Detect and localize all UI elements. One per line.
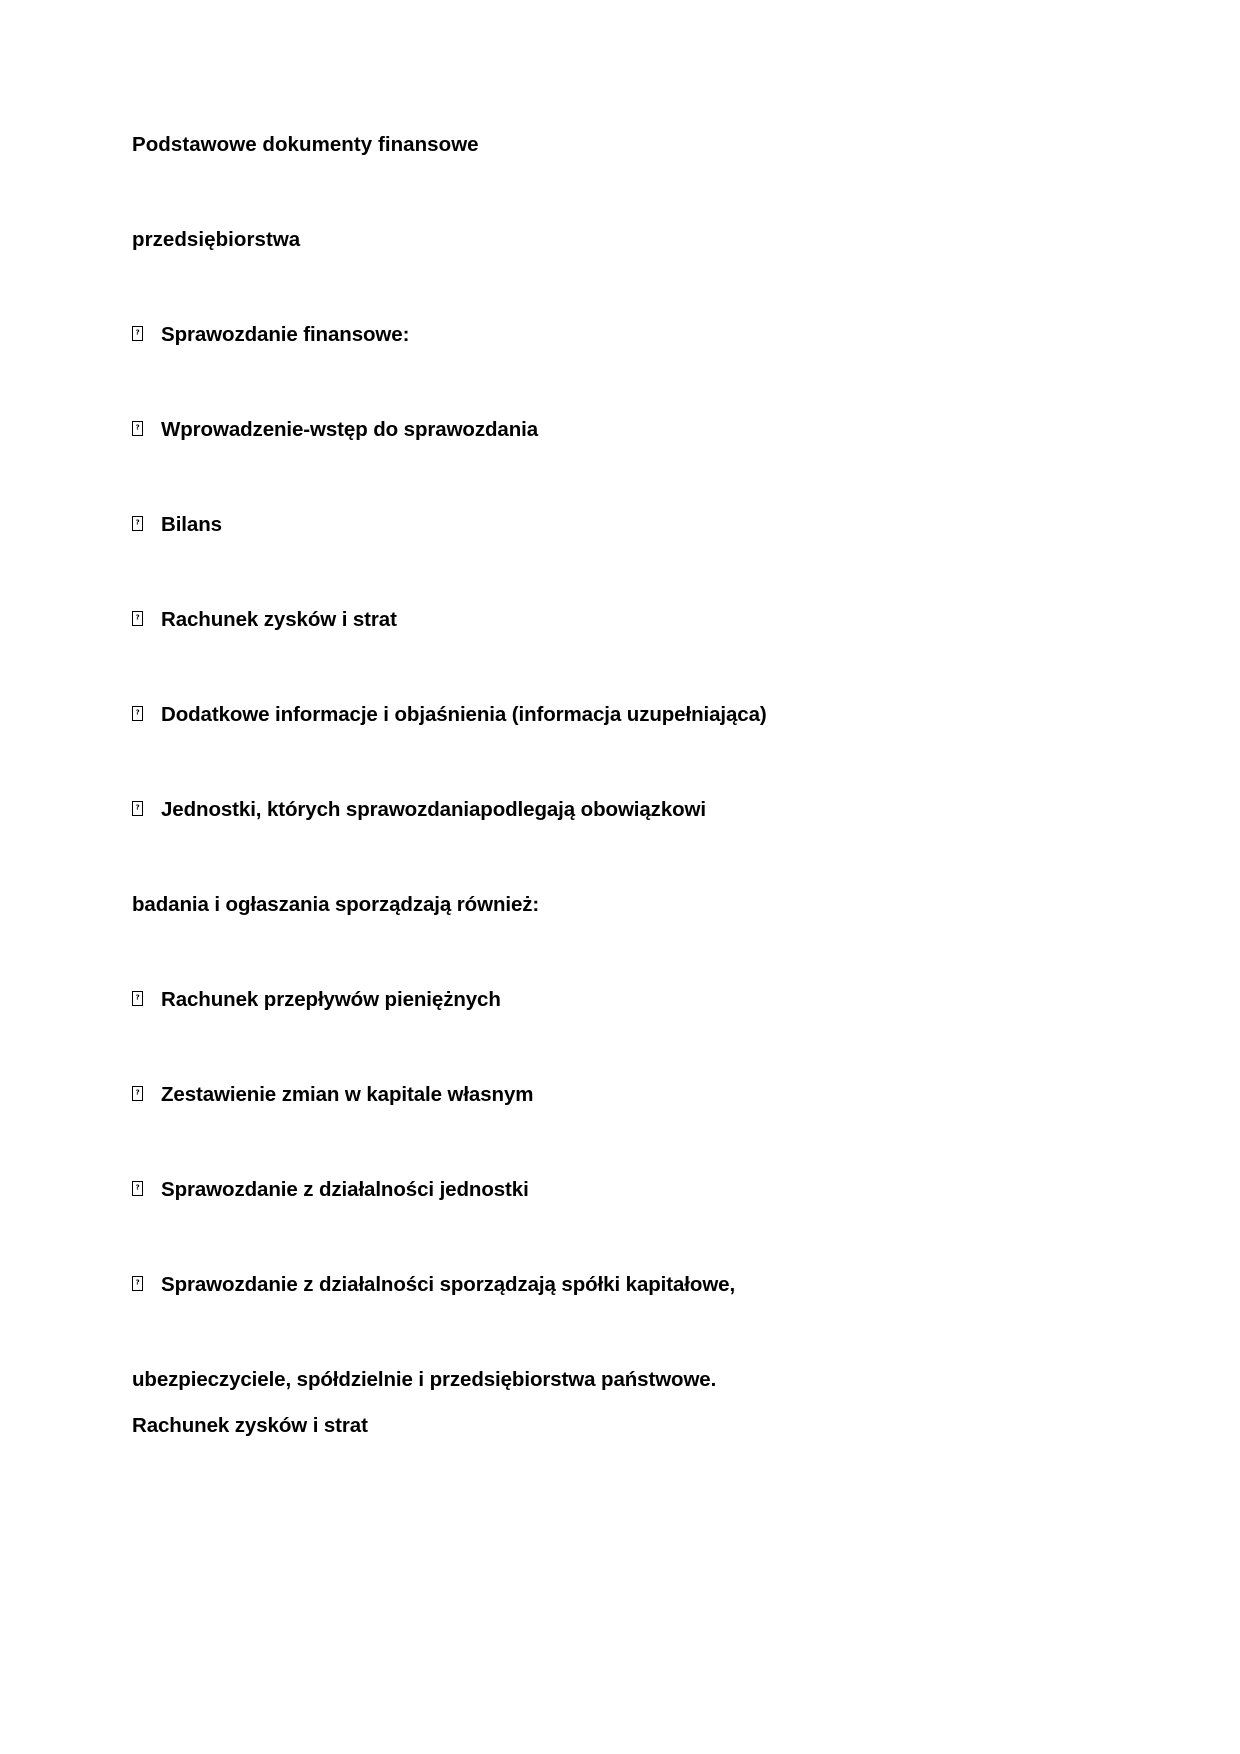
missing-glyph-bullet-icon: ? [132, 326, 143, 341]
bullet-list-item [132, 322, 1132, 348]
bullet-list-item [132, 1082, 1132, 1108]
missing-glyph-bullet-icon: ? [132, 801, 143, 816]
bullet-item-label: Bilans [161, 513, 222, 536]
missing-glyph-bullet-icon: ? [132, 516, 143, 531]
bullet-item-label: Sprawozdanie z działalności sporządzają spółki kapitałowe, [161, 1273, 736, 1296]
paragraph-text: Rachunek zysków i strat [132, 1414, 368, 1437]
bullet-list-item [132, 702, 1132, 728]
bullet-item-label: Rachunek przepływów pieniężnych [161, 988, 501, 1011]
bullet-list-item [132, 512, 1132, 538]
document-paragraph [132, 1413, 1132, 1439]
missing-glyph-bullet-icon: ? [132, 1276, 143, 1291]
bullet-item-label: Rachunek zysków i strat [161, 608, 397, 631]
bullet-list-item [132, 987, 1132, 1013]
document-paragraph [132, 1367, 1132, 1393]
document-paragraph [132, 892, 1132, 918]
bullet-item-label: Sprawozdanie z działalności jednostki [161, 1178, 529, 1201]
bullet-item-label: Zestawienie zmian w kapitale własnym [161, 1083, 534, 1106]
paragraph-text: przedsiębiorstwa [132, 228, 301, 251]
missing-glyph-bullet-icon: ? [132, 421, 143, 436]
missing-glyph-bullet-icon: ? [132, 1181, 143, 1196]
document-heading [132, 227, 1132, 253]
missing-glyph-bullet-icon: ? [132, 991, 143, 1006]
bullet-item-label: Wprowadzenie-wstęp do sprawozdania [161, 418, 539, 441]
paragraph-text: Podstawowe dokumenty finansowe [132, 133, 479, 156]
missing-glyph-bullet-icon: ? [132, 706, 143, 721]
bullet-item-label: Sprawozdanie finansowe: [161, 323, 410, 346]
document-body [132, 132, 1132, 1439]
paragraph-text: badania i ogłaszania sporządzają również: [132, 893, 540, 916]
bullet-list-item [132, 417, 1132, 443]
bullet-list-item [132, 1272, 1132, 1298]
missing-glyph-bullet-icon: ? [132, 611, 143, 626]
bullet-list-item [132, 797, 1132, 823]
bullet-item-label: Jednostki, których sprawozdaniapodlegają obowiązkowi [161, 798, 706, 821]
missing-glyph-bullet-icon: ? [132, 1086, 143, 1101]
bullet-list-item [132, 607, 1132, 633]
paragraph-text: ubezpieczyciele, spółdzielnie i przedsiębiorstwa państwowe. [132, 1368, 717, 1391]
document-heading [132, 132, 1132, 158]
bullet-item-label: Dodatkowe informacje i objaśnienia (informacja uzupełniająca) [161, 703, 767, 726]
bullet-list-item [132, 1177, 1132, 1203]
